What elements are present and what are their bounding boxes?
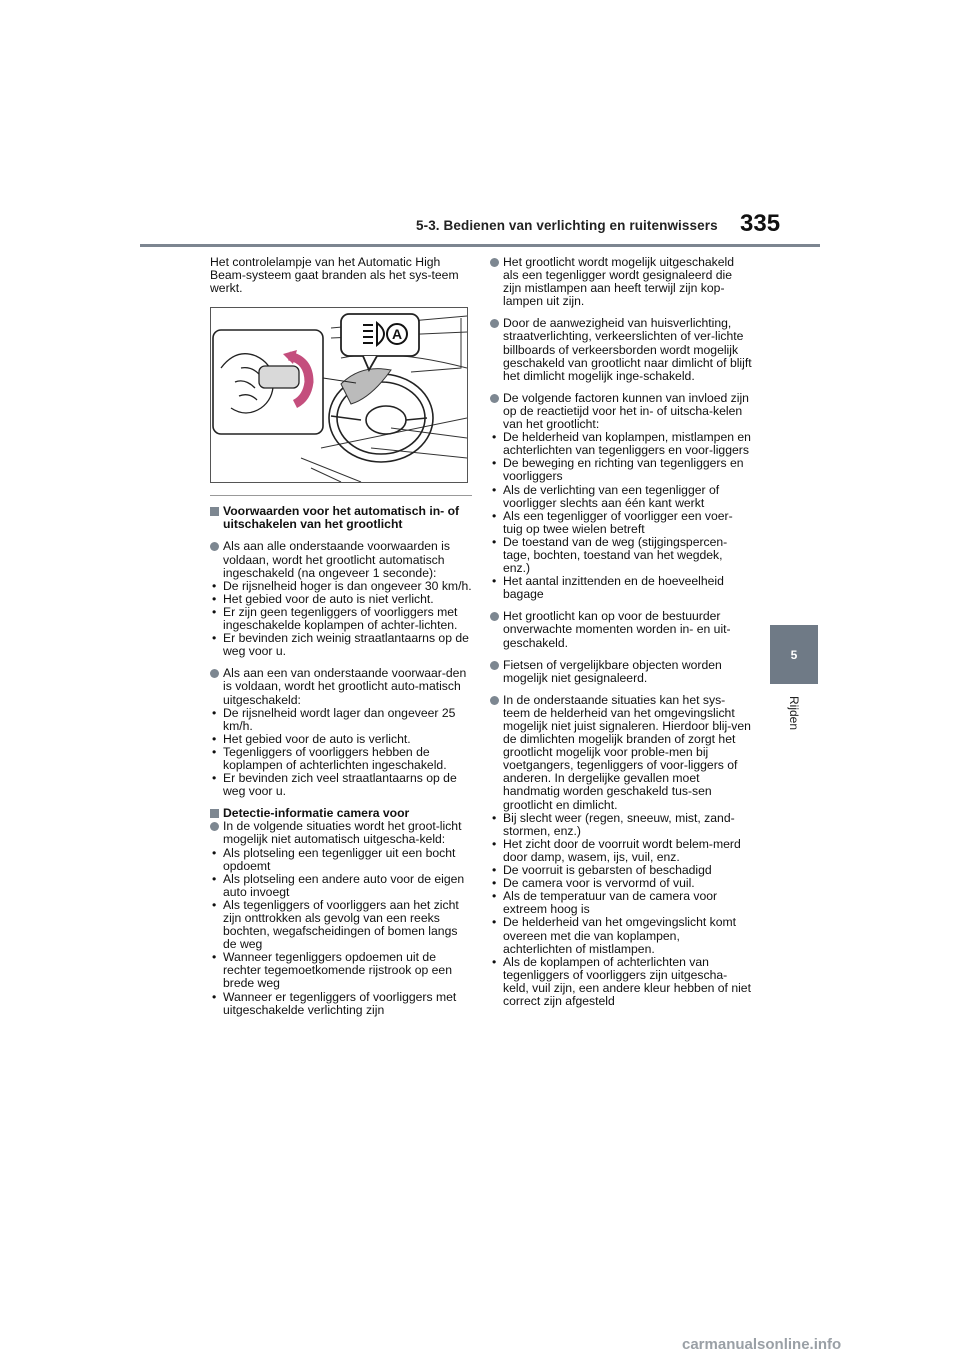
indicator-letter: A — [391, 326, 403, 343]
list-item: • Als de temperatuur van de camera voor extreem hoog is — [490, 890, 752, 916]
list-item: • Het aantal inzittenden en de hoeveelheid bagage — [490, 575, 752, 601]
section-header: 5-3. Bedienen van verlichting en ruitenwissers — [416, 218, 718, 233]
list-item: • Als de verlichting van een tegenligger of voorligger slechts aan één kant werkt — [490, 484, 752, 510]
list-item: • Als plotseling een andere auto voor de eigen auto invoegt — [210, 873, 472, 899]
bullet-paragraph: In de onderstaande situaties kan het sys-teem de helderheid van het omgevingslicht mogelijk niet juist signaleren. Hierdoor blij-ven de dimlichten mogelijk branden of zorgt het grootlicht mogelijk voor proble-men bij voetgangers, tegenliggers of voor-liggers of anderen. In dergelijke gevallen moet handmatig worden geschakeld tus-sen grootlicht en dimlicht. — [490, 694, 752, 812]
list-item: • Er bevinden zich veel straatlantaarns op de weg voor u. — [210, 772, 472, 798]
left-column — [210, 256, 472, 1017]
footer-watermark[interactable]: carmanualsonline.info — [682, 1336, 842, 1353]
figure-rule — [210, 495, 472, 496]
list-item: • Als de koplampen of achterlichten van tegenliggers of voorliggers zijn uitgescha-keld, vuil zijn, een andere kleur hebben of niet correct zijn afgesteld — [490, 956, 752, 1008]
chapter-tab — [770, 625, 818, 684]
list-item: • De toestand van de weg (stijgingspercen-tage, bochten, toestand van het wegdek, enz.) — [490, 536, 752, 575]
list-item: • Het zicht door de voorruit wordt belem-merd door damp, wasem, ijs, vuil, enz. — [490, 838, 752, 864]
list-item: • De camera voor is vervormd of vuil. — [490, 877, 752, 890]
list-item: • Er zijn geen tegenliggers of voorliggers met ingeschakelde koplampen of achter-lichten. — [210, 606, 472, 632]
on-conditions-intro: Als aan alle onderstaande voorwaarden is voldaan, wordt het grootlicht automatisch ingeschakeld (na ongeveer 1 seconde): — [210, 540, 472, 579]
chapter-tab-number: 5 — [790, 647, 798, 662]
list-item: • Het gebied voor de auto is verlicht. — [210, 733, 472, 746]
chapter-label-text: Rijden — [787, 695, 801, 731]
headlight-switch-illustration — [210, 307, 468, 483]
dashboard-illustration — [211, 308, 467, 482]
right-column — [490, 256, 752, 1008]
list-item: • Wanneer er tegenliggers of voorliggers met uitgeschakelde verlichting zijn — [210, 991, 472, 1017]
list-item: • Als plotseling een tegenligger uit een bocht opdoemt — [210, 847, 472, 873]
list-item: • De helderheid van het omgevingslicht komt overeen met die van koplampen, achterlichten of mistlampen. — [490, 916, 752, 955]
list-item: • Het gebied voor de auto is niet verlicht. — [210, 593, 472, 606]
chapter-label — [770, 690, 818, 736]
bullet-paragraph: Fietsen of vergelijkbare objecten worden mogelijk niet gesignaleerd. — [490, 659, 752, 685]
header-rule — [140, 244, 820, 247]
bullet-paragraph: Het grootlicht wordt mogelijk uitgeschakeld als een tegenligger wordt gesignaleerd die zijn mistlampen aan heeft terwijl zijn kop-lampen uit zijn. — [490, 256, 752, 308]
list-item: • De voorruit is gebarsten of beschadigd — [490, 864, 752, 877]
list-item: • Als tegenliggers of voorliggers aan het zicht zijn onttrokken als gevolg van een reeks bochten, wegafscheidingen of bomen langs de weg — [210, 899, 472, 951]
section-title-detection: Detectie-informatie camera voor — [210, 807, 472, 820]
page-number: 335 — [740, 210, 781, 237]
list-item: • Als een tegenligger of voorligger een voer-tuig op twee wielen betreft — [490, 510, 752, 536]
list-item: • Tegenliggers of voorliggers hebben de koplampen of achterlichten ingeschakeld. — [210, 746, 472, 772]
list-item: • Wanneer tegenliggers opdoemen uit de rechter tegemoetkomende rijstrook op een brede weg — [210, 951, 472, 990]
detection-intro: In de volgende situaties wordt het groot-licht mogelijk niet automatisch uitgescha-keld: — [210, 820, 472, 846]
list-item: • De beweging en richting van tegenliggers en voorliggers — [490, 457, 752, 483]
bullet-paragraph: Het grootlicht kan op voor de bestuurder onverwachte momenten worden in- en uit-geschakeld. — [490, 610, 752, 649]
list-item: • De helderheid van koplampen, mistlampen en achterlichten van tegenliggers en voor-liggers — [490, 431, 752, 457]
intro-paragraph: Het controlelampje van het Automatic High Beam-systeem gaat branden als het sys-teem werkt. — [210, 255, 459, 296]
off-conditions-intro: Als aan een van onderstaande voorwaar-den is voldaan, wordt het grootlicht auto-matisch uitgeschakeld: — [210, 667, 472, 706]
bullet-paragraph: Door de aanwezigheid van huisverlichting, straatverlichting, verkeerslichten of ver-lichte billboards of verkeersborden wordt mogelijk geschakeld van grootlicht naar dimlicht of blijft het dimlicht mogelijk inge-schakeld. — [490, 317, 752, 382]
bullet-paragraph: De volgende factoren kunnen van invloed zijn op de reactietijd voor het in- of uitscha-kelen van het grootlicht: — [490, 392, 752, 431]
section-title-conditions: Voorwaarden voor het automatisch in- of uitschakelen van het grootlicht — [210, 505, 472, 531]
list-item: • Er bevinden zich weinig straatlantaarns op de weg voor u. — [210, 632, 472, 658]
list-item: • Bij slecht weer (regen, sneeuw, mist, zand-stormen, enz.) — [490, 812, 752, 838]
list-item: • De rijsnelheid hoger is dan ongeveer 30 km/h. — [210, 580, 472, 593]
list-item: • De rijsnelheid wordt lager dan ongeveer 25 km/h. — [210, 707, 472, 733]
